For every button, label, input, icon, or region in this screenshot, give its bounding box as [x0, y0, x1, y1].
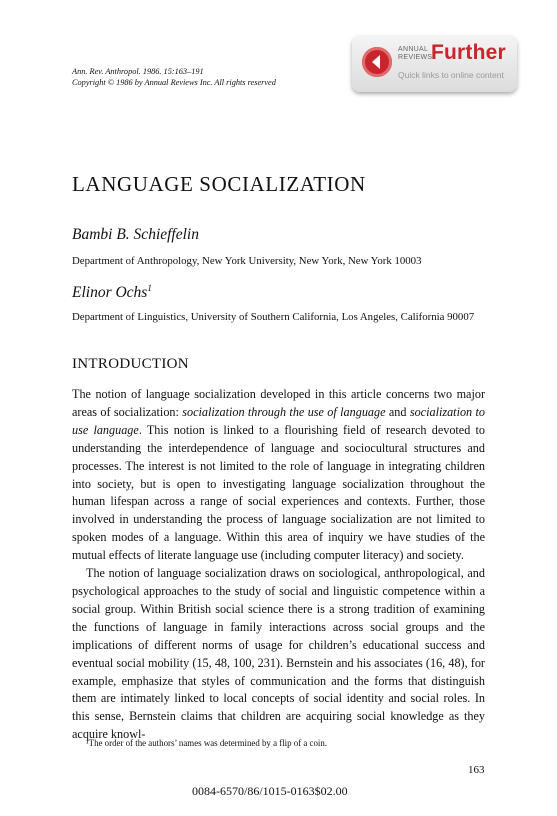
author-2-affiliation: Department of Linguistics, University of Southern California, Los Angeles, California 90007: [72, 311, 475, 323]
paragraph-1-text-a: The notion of language socialization developed in this article concerns two major areas of socialization:: [72, 387, 485, 419]
back-arrow-icon: [362, 47, 392, 77]
paragraph-2: The notion of language socialization draws on sociological, anthropological, and psychological approaches to the study of social and linguistic competence within a social group. Within British social science there is a strong tradition of examining the functions of language in family interactions across social groups and the implications of different norms of usage for children’s educational success and eventual social mobility (15, 48, 100, 231). Bernstein and his associates (16, 48), for example, emphasize that styles of communication and the forms that distinguish them are intimately linked to local concepts of social identity and social roles. In this sense, Bernstein claims that children are acquiring social knowledge as they acquire knowl-: [72, 566, 485, 742]
author-1-affiliation: Department of Anthropology, New York University, New York, New York 10003: [72, 255, 422, 267]
article-code: 0084-6570/86/1015-0163$02.00: [192, 784, 348, 798]
article-body: [72, 386, 485, 744]
paragraph-1-emphasis-1: socialization through the use of language: [182, 404, 386, 419]
article-title: LANGUAGE SOCIALIZATION: [72, 172, 366, 196]
banner-subtitle: Quick links to online content: [398, 70, 504, 80]
author-1-name: Bambi B. Schieffelin: [72, 226, 199, 243]
further-banner-link[interactable]: [352, 36, 517, 92]
page-number: 163: [468, 764, 485, 776]
further-label: Further: [431, 41, 506, 64]
journal-citation: [72, 66, 276, 88]
author-name-1: [72, 226, 199, 244]
citation-line-2: Copyright © 1986 by Annual Reviews Inc. All rights reserved: [72, 78, 276, 87]
paragraph-1-emphasis-2: socialization to use language: [72, 404, 485, 437]
footnote-marker: 1: [147, 283, 152, 293]
author-2-name: Elinor Ochs: [72, 284, 148, 302]
paragraph-1: [72, 386, 485, 565]
paragraph-1-text-b: and: [385, 404, 410, 419]
section-heading: INTRODUCTION: [72, 356, 189, 372]
citation-line-1: Ann. Rev. Anthropol. 1986. 15:163–191: [72, 67, 204, 76]
paragraph-1-text-c: . This notion is linked to a flourishing field of research devoted to understanding the interdependence of language and sociocultural structures and processes. The interest is not limited to the role of language in integrating children into society, but is open to investigating language socialization throughout the human lifespan across a range of social experiences and contexts. Further, those involved in understanding the process of language socialization are not limited to spoken modes of a language. Within this area of inquiry we have studies of the mutual effects of literate language use (including computer literacy) and society.: [72, 422, 485, 563]
annual-reviews-label: ANNUAL REVIEWS: [398, 46, 433, 61]
author-name-2: [72, 283, 152, 302]
footnote: ¹The order of the authors’ names was determined by a flip of a coin.: [86, 738, 328, 748]
